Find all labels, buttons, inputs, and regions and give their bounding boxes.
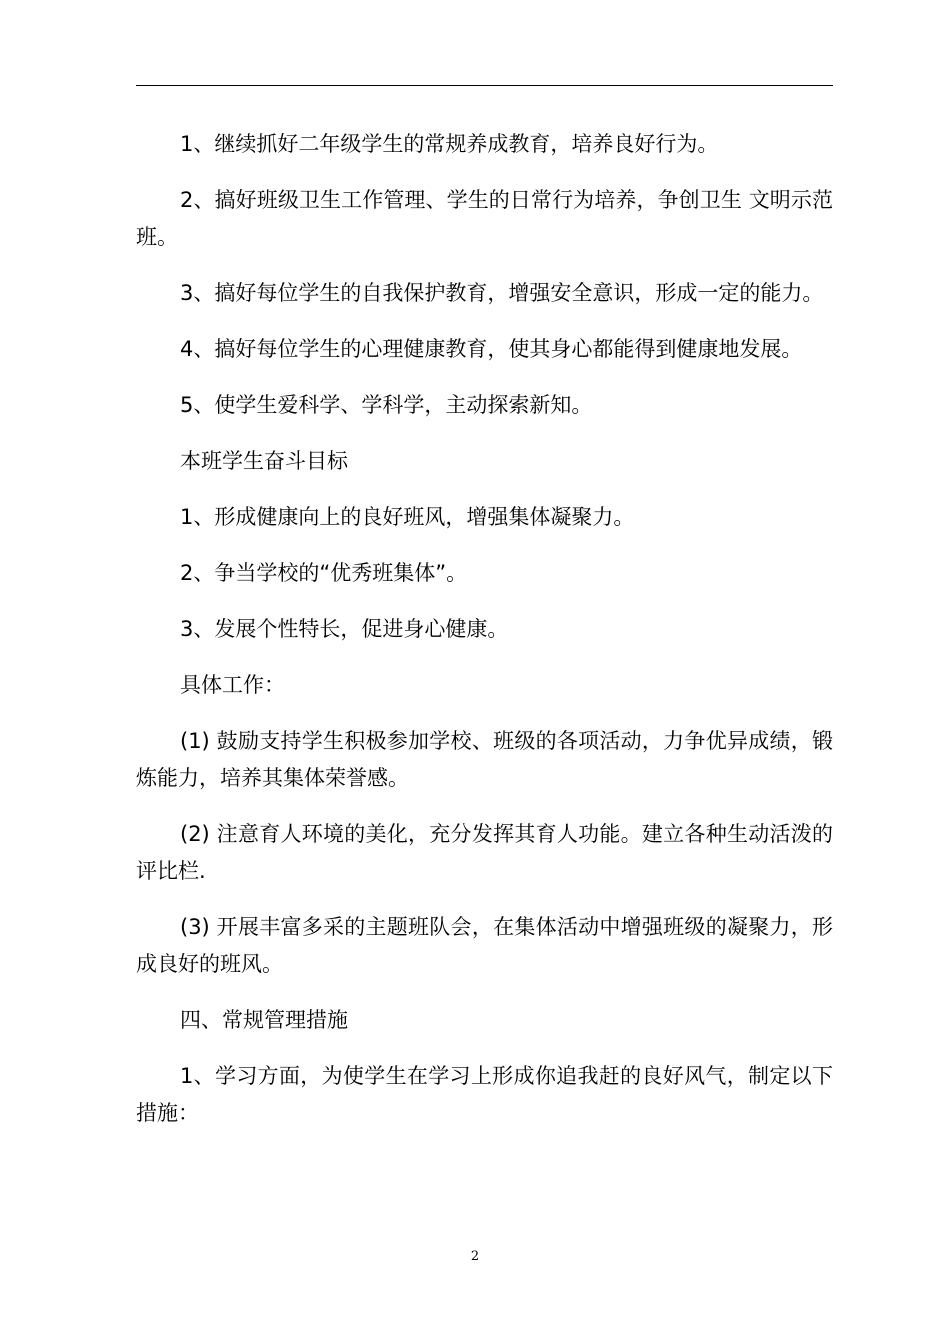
header-rule <box>136 85 833 86</box>
paragraph: 2、争当学校的“优秀班集体”。 <box>180 561 468 585</box>
paragraph: 1、继续抓好二年级学生的常规养成教育，培养良好行为。 <box>180 132 719 156</box>
paragraph: 1、学习方面，为使学生在学习上形成你追我赶的良好风气，制定以下措施： <box>136 1064 833 1125</box>
paragraph: (1) 鼓励支持学生积极参加学校、班级的各项活动，力争优异成绩，锻炼能力，培养其集体荣誉感。 <box>136 729 833 790</box>
section-heading: 四、常规管理措施 <box>180 1008 348 1032</box>
paragraph: 3、搞好每位学生的自我保护教育，增强安全意识，形成一定的能力。 <box>180 281 824 305</box>
paragraph: 4、搞好每位学生的心理健康教育，使其身心都能得到健康地发展。 <box>180 337 803 361</box>
body-text <box>136 126 833 1151</box>
paragraph: (2) 注意育人环境的美化，充分发挥其育人功能。建立各种生动活泼的评比栏. <box>136 822 833 883</box>
page-number: 2 <box>470 1249 480 1264</box>
paragraph: (3) 开展丰富多采的主题班队会，在集体活动中增强班级的凝聚力，形成良好的班风。 <box>136 915 833 976</box>
paragraph: 2、搞好班级卫生工作管理、学生的日常行为培养，争创卫生 文明示范班。 <box>136 188 833 249</box>
paragraph: 1、形成健康向上的良好班风，增强集体凝聚力。 <box>180 505 635 529</box>
paragraph: 3、发展个性特长，促进身心健康。 <box>180 617 509 641</box>
section-heading: 本班学生奋斗目标 <box>180 449 348 473</box>
section-heading: 具体工作： <box>180 673 285 697</box>
paragraph: 5、使学生爱科学、学科学，主动探索新知。 <box>180 393 593 417</box>
